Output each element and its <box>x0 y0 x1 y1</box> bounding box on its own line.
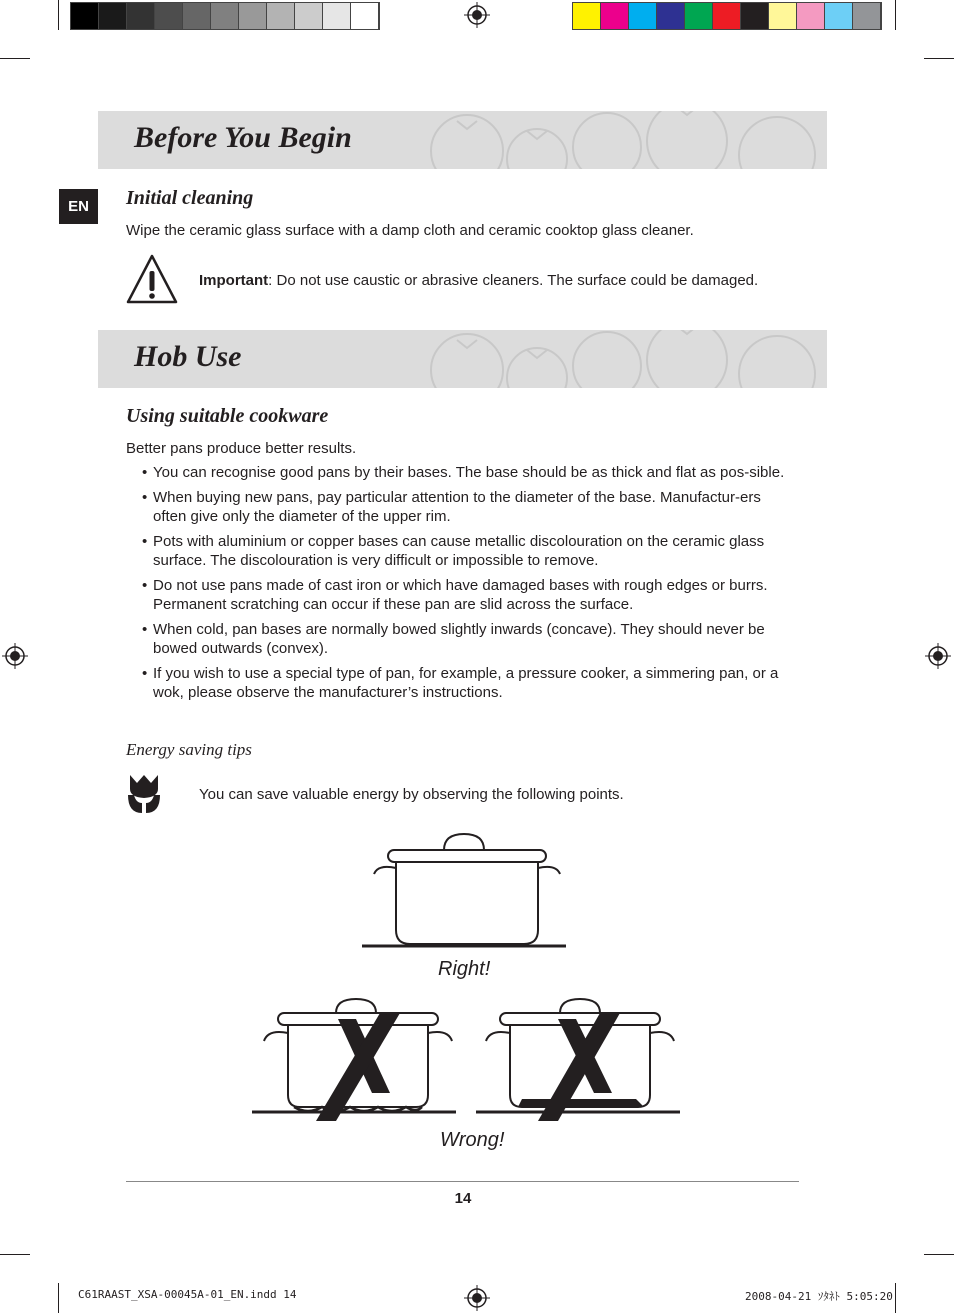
color-swatch <box>713 3 741 29</box>
wrong-pan-convex-illustration <box>474 995 684 1125</box>
subheading-suitable-cookware: Using suitable cookware <box>126 405 329 427</box>
list-item: • Pots with aluminium or copper bases can cause metallic discolouration on the ceramic glass surface. The discolouration is very difficult or impossible to remove. <box>142 533 765 569</box>
tomato-pattern-icon <box>387 330 827 388</box>
section-banner-hob-use <box>98 330 827 388</box>
registration-mark-top-icon <box>464 2 490 28</box>
right-caption: Right! <box>438 958 491 980</box>
subheading-initial-cleaning: Initial cleaning <box>126 187 254 209</box>
color-swatch <box>825 3 853 29</box>
crop-mark <box>58 1283 59 1313</box>
color-swatch <box>351 3 379 29</box>
energy-saving-text: You can save valuable energy by observing the following points. <box>199 786 624 803</box>
section-title: Hob Use <box>134 340 242 373</box>
list-item: • When buying new pans, pay particular attention to the diameter of the base. Manufactur-ers often give only the diameter of the upper rim. <box>142 489 761 525</box>
cookware-bullet-list <box>126 463 798 708</box>
cookware-intro: Better pans produce better results. <box>126 440 357 457</box>
registration-mark-right-icon <box>925 643 951 669</box>
tomato-pattern-icon <box>387 111 827 169</box>
date-slug: 2008-04-21 ｿﾀﾈﾄ 5:05:20 <box>745 1290 893 1303</box>
color-swatch <box>99 3 127 29</box>
cleaning-paragraph: Wipe the ceramic glass surface with a damp cloth and ceramic cooktop glass cleaner. <box>126 222 694 239</box>
color-swatch <box>239 3 267 29</box>
color-swatch <box>741 3 769 29</box>
crop-mark <box>924 58 954 59</box>
color-swatch <box>267 3 295 29</box>
section-title: Before You Begin <box>134 121 352 154</box>
color-swatch <box>155 3 183 29</box>
color-swatch <box>601 3 629 29</box>
file-slug: C61RAAST_XSA-00045A-01_EN.indd 14 <box>78 1288 297 1301</box>
warning-note <box>199 271 758 290</box>
registration-mark-bottom-icon <box>464 1285 490 1311</box>
color-swatch <box>657 3 685 29</box>
color-swatch <box>127 3 155 29</box>
list-item: • If you wish to use a special type of pan, for example, a pressure cooker, a simmering pan, or a wok, please observe the manufacturer’s instructions. <box>142 665 779 701</box>
crop-mark <box>0 58 30 59</box>
registration-mark-left-icon <box>2 643 28 669</box>
color-swatch <box>853 3 881 29</box>
crop-mark <box>895 0 896 30</box>
color-swatch <box>573 3 601 29</box>
warning-label: Important <box>199 272 269 289</box>
color-swatch <box>629 3 657 29</box>
color-swatch <box>323 3 351 29</box>
warning-triangle-icon <box>126 253 178 305</box>
list-item: • Do not use pans made of cast iron or which have damaged bases with rough edges or burrs. Permanent scratching can occur if these pan are slid across the surface. <box>142 577 768 613</box>
color-swatch <box>685 3 713 29</box>
list-item: • When cold, pan bases are normally bowed slightly inwards (concave). They should never be bowed outwards (convex). <box>142 621 765 657</box>
wrong-caption: Wrong! <box>440 1129 505 1151</box>
crop-mark <box>895 1283 896 1313</box>
energy-saving-heading: Energy saving tips <box>126 740 252 759</box>
eco-tulip-icon <box>126 773 162 815</box>
crop-mark <box>924 1254 954 1255</box>
grayscale-bar <box>70 2 380 30</box>
color-swatch <box>797 3 825 29</box>
warning-text: : Do not use caustic or abrasive cleaners. The surface could be damaged. <box>268 272 759 289</box>
color-bar <box>572 2 882 30</box>
crop-mark <box>0 1254 30 1255</box>
color-swatch <box>71 3 99 29</box>
crop-mark <box>58 0 59 30</box>
page-number: 14 <box>454 1190 472 1207</box>
color-swatch <box>183 3 211 29</box>
language-tab: EN <box>59 189 98 224</box>
footer-divider <box>126 1181 799 1182</box>
right-pan-illustration <box>360 828 570 950</box>
color-swatch <box>769 3 797 29</box>
color-swatch <box>211 3 239 29</box>
list-item: • You can recognise good pans by their bases. The base should be as thick and flat as pos-sible. <box>142 464 785 481</box>
color-swatch <box>295 3 323 29</box>
wrong-pan-warped-illustration <box>250 995 460 1125</box>
section-banner-before-you-begin <box>98 111 827 169</box>
